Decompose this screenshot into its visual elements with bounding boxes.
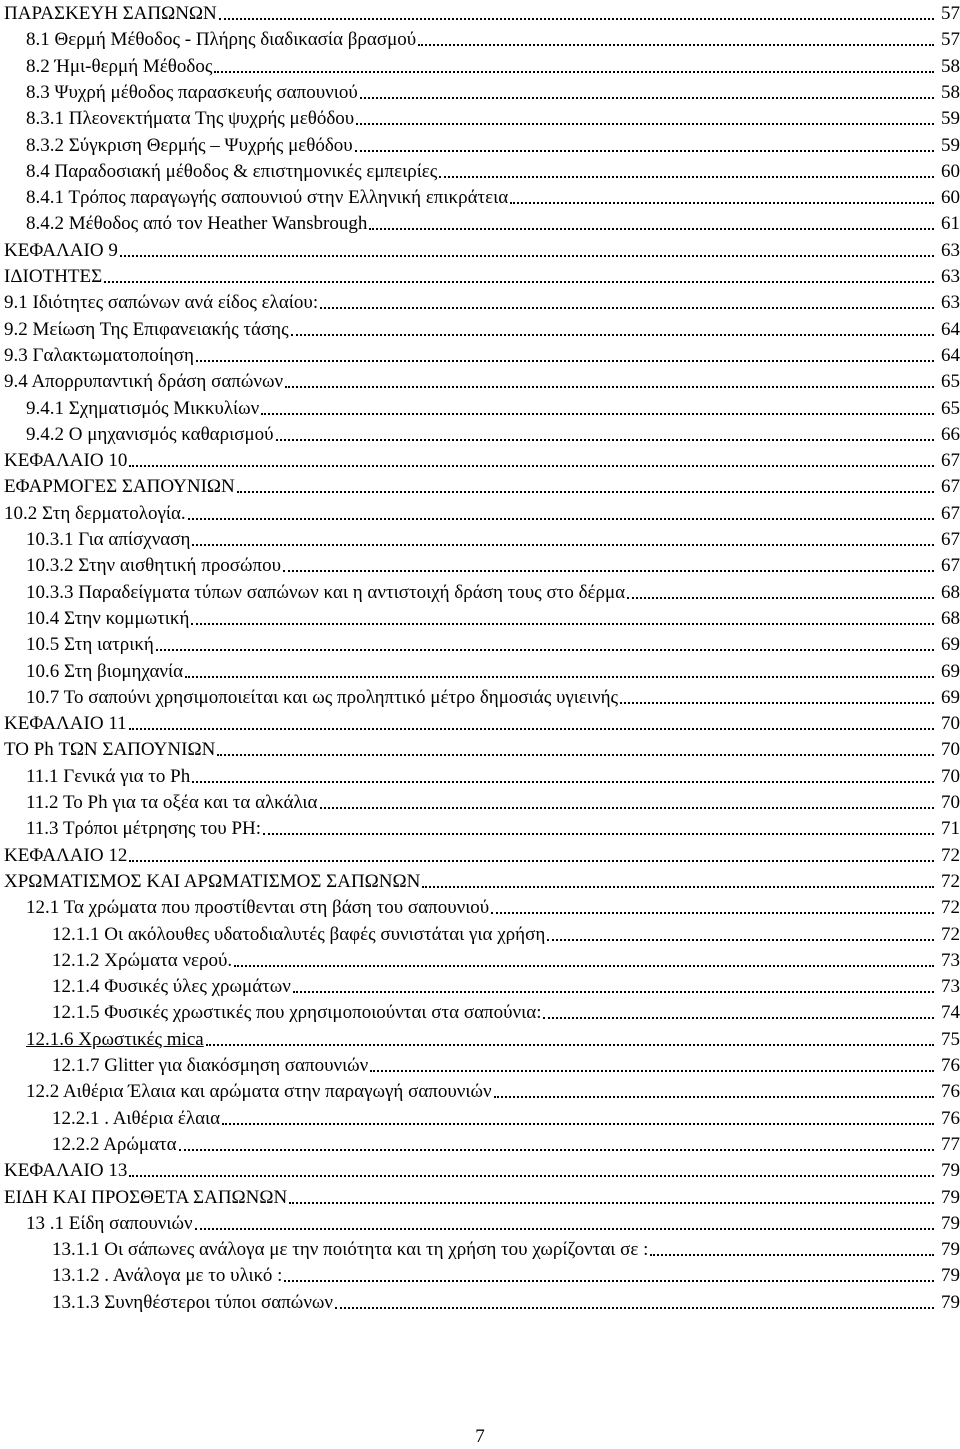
dot-leader [104,281,934,283]
toc-entry-title: 8.3.2 Σύγκριση Θερμής – Ψυχρής μεθόδου [26,133,354,159]
toc-entry-title: 12.1.2 Χρώματα νερού. [52,948,233,974]
toc-entry-title: 9.4.2 Ο μηχανισμός καθαρισμού [26,422,275,448]
toc-entry-page: 72 [934,843,960,869]
toc-entry-title: 9.4 Απορρυπαντική δράση σαπώνων [4,369,284,395]
toc-entry-title: ΚΕΦΑΛΑΙΟ 9 [4,238,119,264]
toc-entry-title: 11.1 Γενικά για το Ph [26,764,191,790]
toc-entry-page: 76 [934,1106,960,1132]
toc-entry[interactable] [0,553,960,579]
toc-entry-title: 9.2 Μείωση Της Επιφανειακής τάσης [4,317,290,343]
toc-entry[interactable] [0,317,960,343]
toc-entry-page: 76 [934,1053,960,1079]
toc-entry-page: 61 [934,211,960,237]
toc-entry[interactable] [0,1237,960,1263]
dot-leader [219,18,934,20]
toc-entry[interactable] [0,869,960,895]
dot-leader [547,939,934,941]
dot-leader [196,360,934,362]
page-number: 7 [475,1426,485,1447]
toc-entry[interactable] [0,1290,960,1316]
dot-leader [491,912,934,914]
dot-leader [214,71,934,73]
toc-entry[interactable] [0,80,960,106]
toc-entry-page: 64 [934,343,960,369]
toc-entry-title: 10.7 Το σαπούνι χρησιμοποιείται και ως προληπτικό μέτρο δημοσιάς υγιεινής [26,685,619,711]
dot-leader [192,544,934,546]
toc-entry-page: 65 [934,369,960,395]
toc-entry[interactable] [0,632,960,658]
toc-entry-page: 72 [934,922,960,948]
toc-entry-page: 63 [934,264,960,290]
toc-entry-page: 77 [934,1132,960,1158]
toc-entry-page: 71 [934,816,960,842]
toc-entry[interactable] [0,1079,960,1105]
toc-entry-title: ΕΙΔΗ ΚΑΙ ΠΡΟΣΘΕΤΑ ΣΑΠΩΝΩΝ [4,1185,288,1211]
toc-entry-page: 73 [934,974,960,1000]
toc-entry-page: 64 [934,317,960,343]
toc-entry[interactable] [0,974,960,1000]
toc-entry[interactable] [0,711,960,737]
dot-leader [360,97,934,99]
dot-leader [510,202,934,204]
toc-entry-page: 79 [934,1237,960,1263]
toc-entry-title: 8.4 Παραδοσιακή μέθοδος & επιστημονικές εμπειρίες [26,159,438,185]
toc-entry[interactable] [0,1263,960,1289]
toc-entry-page: 70 [934,790,960,816]
toc-entry[interactable] [0,1,960,27]
toc-entry-page: 67 [934,527,960,553]
dot-leader [129,728,934,730]
dot-leader [291,334,934,336]
toc-entry-page: 69 [934,685,960,711]
dot-leader [129,860,934,862]
dot-leader [129,465,934,467]
dot-leader [320,807,935,809]
toc-entry-title: 10.2 Στη δερματολογία. [4,501,187,527]
toc-entry-title: 12.1 Τα χρώματα που προστίθενται στη βάση του σαπουνιού [26,895,490,921]
dot-leader [237,491,934,493]
dot-leader [418,44,934,46]
toc-entry-title: ΧΡΩΜΑΤΙΣΜΟΣ ΚΑΙ ΑΡΩΜΑΤΙΣΜΟΣ ΣΑΠΩΝΩΝ [4,869,421,895]
dot-leader [188,518,934,520]
toc-entry-page: 72 [934,895,960,921]
dot-leader [355,150,934,152]
toc-entry-page: 79 [934,1290,960,1316]
toc-entry[interactable] [0,659,960,685]
toc-entry[interactable] [0,922,960,948]
toc-entry-page: 73 [934,948,960,974]
toc-entry-title: ΙΔΙΟΤΗΤΕΣ [4,264,103,290]
toc-entry-title: 8.3.1 Πλεονεκτήματα Της ψυχρής μεθόδου [26,106,355,132]
toc-entry-title: 12.1.6 Χρωστικές mica [26,1027,205,1053]
toc-entry[interactable] [0,1053,960,1079]
toc-entry-page: 59 [934,106,960,132]
toc-entry[interactable] [0,474,960,500]
toc-entry-page: 58 [934,54,960,80]
toc-entry-page: 69 [934,632,960,658]
dot-leader [234,965,934,967]
toc-entry[interactable] [0,790,960,816]
toc-entry-page: 67 [934,474,960,500]
toc-entry[interactable] [0,1027,960,1053]
dot-leader [650,1254,934,1256]
toc-entry-page: 72 [934,869,960,895]
toc-entry-title: ΚΕΦΑΛΑΙΟ 11 [4,711,128,737]
dot-leader [320,307,934,309]
toc-entry-page: 76 [934,1079,960,1105]
dot-leader [276,439,934,441]
dot-leader [439,176,934,178]
toc-entry-page: 59 [934,133,960,159]
dot-leader [543,1017,934,1019]
toc-entry[interactable] [0,580,960,606]
dot-leader [356,123,934,125]
toc-entry[interactable] [0,527,960,553]
toc-entry[interactable] [0,54,960,80]
dot-leader [285,386,934,388]
dot-leader [293,991,934,993]
toc-entry[interactable] [0,816,960,842]
toc-entry-page: 69 [934,659,960,685]
toc-entry-title: 10.3.1 Για απίσχναση [26,527,191,553]
toc-entry[interactable] [0,290,960,316]
toc-entry-page: 79 [934,1185,960,1211]
dot-leader [179,1149,934,1151]
toc-entry-title: ΤΟ Ph ΤΩΝ ΣΑΠΟΥΝΙΩΝ [4,737,216,763]
dot-leader [217,754,934,756]
toc-entry-title: 8.2 Ήμι-θερμή Μέθοδος [26,54,213,80]
toc-entry-page: 65 [934,396,960,422]
toc-entry[interactable] [0,1106,960,1132]
toc-entry-title: 8.4.2 Μέθοδος από τον Heather Wansbrough [26,211,368,237]
toc-entry-title: 10.3.3 Παραδείγματα τύπων σαπώνων και η αντιστοιχή δράση τους στο δέρμα [26,580,626,606]
toc-entry-title: 13.1.1 Οι σάπωνες ανάλογα με την ποιότητα και τη χρήση του χωρίζονται σε : [52,1237,649,1263]
toc-entry-title: ΚΕΦΑΛΑΙΟ 13 [4,1158,128,1184]
toc-entry-title: 8.4.1 Τρόπος παραγωγής σαπουνιού στην Ελληνική επικράτεια [26,185,509,211]
toc-entry-title: ΠΑΡΑΣΚΕΥΗ ΣΑΠΩΝΩΝ [4,1,218,27]
toc-entry-title: 10.6 Στη βιομηχανία [26,659,184,685]
dot-leader [369,228,934,230]
toc-entry[interactable] [0,1132,960,1158]
toc-entry[interactable] [0,211,960,237]
toc-entry[interactable] [0,895,960,921]
dot-leader [263,833,934,835]
dot-leader [206,1044,934,1046]
toc-entry-page: 79 [934,1158,960,1184]
dot-leader [261,413,934,415]
toc-entry-page: 75 [934,1027,960,1053]
toc-entry-title: 13.1.3 Συνηθέστεροι τύποι σαπώνων [52,1290,334,1316]
toc-entry-title: ΕΦΑΡΜΟΓΕΣ ΣΑΠΟΥΝΙΩΝ [4,474,236,500]
toc-entry-title: 10.3.2 Στην αισθητική προσώπου [26,553,282,579]
dot-leader [283,570,934,572]
toc-entry[interactable] [0,685,960,711]
toc-entry-page: 70 [934,711,960,737]
toc-entry-page: 60 [934,159,960,185]
dot-leader [370,1070,934,1072]
dot-leader [289,1202,934,1204]
toc-entry-title: 12.1.4 Φυσικές ύλες χρωμάτων [52,974,292,1000]
toc-entry-title: 13.1.2 . Ανάλογα με το υλικό : [52,1263,283,1289]
toc-entry[interactable] [0,185,960,211]
toc-entry[interactable] [0,369,960,395]
toc-entry-title: 11.2 Το Ph για τα οξέα και τα αλκάλια [26,790,319,816]
toc-entry-page: 68 [934,606,960,632]
toc-entry[interactable] [0,27,960,53]
toc-entry-page: 74 [934,1000,960,1026]
dot-leader [627,597,934,599]
dot-leader [129,1175,934,1177]
toc-entry-page: 67 [934,448,960,474]
dot-leader [195,1228,934,1230]
toc-entry-title: 10.5 Στη ιατρική [26,632,155,658]
toc-entry[interactable] [0,264,960,290]
toc-entry-title: ΚΕΦΑΛΑΙΟ 12 [4,843,128,869]
toc-entry[interactable] [0,843,960,869]
toc-entry-title: 8.3 Ψυχρή μέθοδος παρασκευής σαπουνιού [26,80,359,106]
toc-entry[interactable] [0,1185,960,1211]
dot-leader [120,255,934,257]
toc-entry[interactable] [0,396,960,422]
toc-entry-title: 10.4 Στην κομμωτική [26,606,190,632]
toc-entry-title: 12.1.1 Οι ακόλουθες υδατοδιαλυτές βαφές συνιστάται για χρήση [52,922,546,948]
toc-entry-title: 12.1.5 Φυσικές χρωστικές που χρησιμοποιούνται στα σαπούνια: [52,1000,542,1026]
toc-entry[interactable] [0,133,960,159]
dot-leader [422,886,934,888]
toc-entry[interactable] [0,448,960,474]
toc-entry-title: 12.2.1 . Αιθέρια έλαια [52,1106,221,1132]
toc-entry[interactable] [0,764,960,790]
dot-leader [494,1096,934,1098]
toc-entry[interactable] [0,1211,960,1237]
toc-entry[interactable] [0,343,960,369]
toc-entry-page: 67 [934,501,960,527]
toc-entry-title: 9.4.1 Σχηματισμός Μικκυλίων [26,396,260,422]
dot-leader [156,649,934,651]
toc-entry[interactable] [0,737,960,763]
toc-entry-title: ΚΕΦΑΛΑΙΟ 10 [4,448,128,474]
toc-entry-title: 9.1 Ιδιότητες σαπώνων ανά είδος ελαίου: [4,290,319,316]
toc-entry-page: 70 [934,737,960,763]
dot-leader [284,1280,934,1282]
dot-leader [620,702,934,704]
toc-entry-title: 12.2 Αιθέρια Έλαια και αρώματα στην παραγωγή σαπουνιών [26,1079,493,1105]
toc-entry-page: 58 [934,80,960,106]
toc-entry-page: 66 [934,422,960,448]
toc-entry-page: 63 [934,238,960,264]
toc-entry-title: 9.3 Γαλακτωματοποίηση [4,343,195,369]
toc-entry-page: 67 [934,553,960,579]
toc-entry[interactable] [0,422,960,448]
toc-entry[interactable] [0,106,960,132]
dot-leader [191,623,934,625]
toc-entry[interactable] [0,948,960,974]
dot-leader [335,1307,934,1309]
toc-entry-page: 68 [934,580,960,606]
toc-entry-page: 79 [934,1211,960,1237]
toc-entry[interactable] [0,1158,960,1184]
dot-leader [185,676,934,678]
toc-entry[interactable] [0,238,960,264]
toc-entry-page: 57 [934,27,960,53]
toc-entry[interactable] [0,501,960,527]
toc-entry-page: 70 [934,764,960,790]
toc-entry-title: 13 .1 Είδη σαπουνιών [26,1211,194,1237]
toc-entry[interactable] [0,159,960,185]
toc-entry-page: 63 [934,290,960,316]
toc-entry-page: 60 [934,185,960,211]
toc-entry-title: 12.2.2 Αρώματα [52,1132,178,1158]
dot-leader [192,781,934,783]
toc-entry[interactable] [0,1000,960,1026]
toc-entry-page: 79 [934,1263,960,1289]
toc-entry-title: 12.1.7 Glitter για διακόσμηση σαπουνιών [52,1053,369,1079]
toc-entry-page: 57 [934,1,960,27]
toc-entry[interactable] [0,606,960,632]
toc-entry-title: 11.3 Τρόποι μέτρησης του PH: [26,816,262,842]
toc-entry-title: 8.1 Θερμή Μέθοδος - Πλήρης διαδικασία βρασμού [26,27,417,53]
dot-leader [222,1123,934,1125]
